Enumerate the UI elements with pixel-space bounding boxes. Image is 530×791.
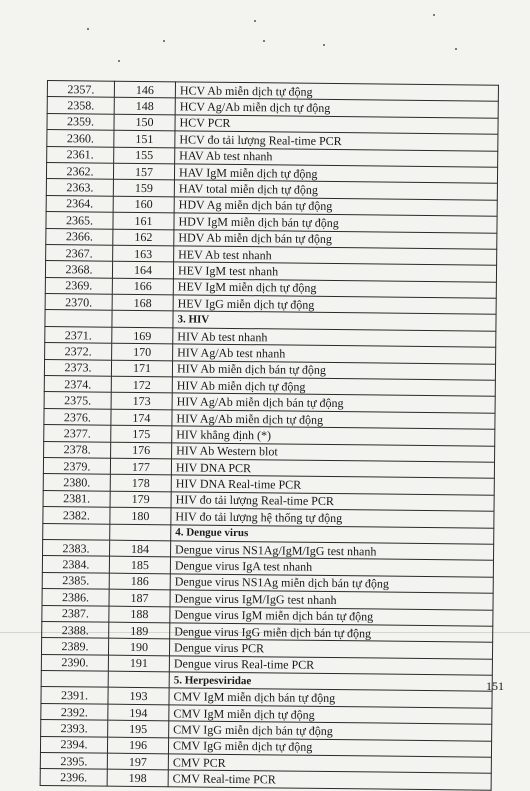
row-number-cell: 2360. bbox=[47, 130, 114, 147]
row-number-cell: 2382. bbox=[43, 507, 110, 524]
row-number-cell: 2376. bbox=[44, 408, 111, 425]
test-name-cell: HIV Ag/Ab test nhanh bbox=[173, 344, 496, 364]
scan-speck bbox=[455, 48, 457, 50]
test-code-cell: 174 bbox=[111, 409, 172, 426]
test-code-cell: 179 bbox=[110, 491, 171, 508]
test-name-cell: HIV khẳng định (*) bbox=[172, 426, 495, 446]
row-number-cell: 2392. bbox=[41, 703, 108, 720]
test-code-cell: 157 bbox=[113, 163, 174, 180]
row-number-cell: 2374. bbox=[44, 376, 111, 393]
row-number-cell: 2369. bbox=[45, 277, 112, 294]
test-code-cell: 175 bbox=[111, 425, 172, 442]
test-name-cell: CMV IgM miễn dịch bán tự động bbox=[169, 688, 492, 708]
scan-speck bbox=[254, 20, 256, 22]
test-name-cell: Dengue virus NS1Ag miễn dịch bán tự động bbox=[170, 574, 493, 594]
row-number-cell: 2384. bbox=[42, 556, 109, 573]
test-name-cell: HIV Ab test nhanh bbox=[173, 328, 496, 348]
test-code-cell: 159 bbox=[113, 180, 174, 197]
row-number-cell: 2394. bbox=[40, 736, 107, 753]
test-name-cell: HCV Ag/Ab miễn dịch tự động bbox=[175, 98, 498, 118]
test-code-cell bbox=[112, 311, 173, 328]
scan-speck bbox=[163, 40, 165, 42]
row-number-cell: 2366. bbox=[46, 228, 113, 245]
test-name-cell: HCV đo tải lượng Real-time PCR bbox=[175, 131, 498, 151]
test-name-cell: Dengue virus IgM/IgG test nhanh bbox=[170, 590, 493, 610]
test-code-cell: 177 bbox=[110, 458, 171, 475]
row-number-cell: 2395. bbox=[40, 752, 107, 769]
row-number-cell: 2365. bbox=[46, 212, 113, 229]
test-name-cell: HEV Ab test nhanh bbox=[174, 246, 497, 266]
test-name-cell: HIV DNA PCR bbox=[171, 459, 494, 479]
row-number-cell: 2390. bbox=[41, 654, 108, 671]
test-code-cell bbox=[110, 524, 171, 541]
test-code-cell: 197 bbox=[107, 753, 168, 770]
row-number-cell: 2379. bbox=[43, 457, 110, 474]
row-number-cell: 2363. bbox=[46, 179, 113, 196]
test-code-cell: 169 bbox=[112, 327, 173, 344]
test-name-cell: HAV total miễn dịch tự động bbox=[174, 180, 497, 200]
test-code-cell: 150 bbox=[114, 114, 175, 131]
row-number-cell: 2389. bbox=[41, 638, 108, 655]
row-number-cell: 2377. bbox=[44, 425, 111, 442]
test-name-cell: HEV IgM miễn dịch tự động bbox=[173, 279, 496, 299]
row-number-cell bbox=[45, 310, 112, 327]
test-name-cell: HIV Ab miễn dịch bán tự động bbox=[172, 360, 495, 380]
row-number-cell: 2357. bbox=[47, 81, 114, 98]
test-code-cell: 172 bbox=[111, 376, 172, 393]
scan-speck bbox=[433, 14, 435, 16]
test-code-cell: 187 bbox=[109, 589, 170, 606]
test-name-cell: CMV IgG miễn dịch bán tự động bbox=[169, 721, 492, 741]
test-name-cell: Dengue virus IgG miễn dịch bán tự động bbox=[170, 623, 493, 643]
test-code-cell: 173 bbox=[111, 393, 172, 410]
table-row bbox=[40, 769, 491, 790]
test-name-cell: HIV DNA Real-time PCR bbox=[171, 475, 494, 495]
test-name-cell: CMV IgM miễn dịch tự động bbox=[169, 705, 492, 725]
test-name-cell: HIV Ab miễn dịch tự động bbox=[172, 377, 495, 397]
test-code-cell: 168 bbox=[112, 294, 173, 311]
test-code-cell: 161 bbox=[113, 212, 174, 229]
row-number-cell: 2368. bbox=[45, 261, 112, 278]
section-title-cell: 5. Herpesviridae bbox=[169, 672, 492, 692]
test-code-cell: 164 bbox=[112, 261, 173, 278]
test-code-cell: 198 bbox=[107, 770, 168, 787]
test-name-cell: HAV IgM miễn dịch tự động bbox=[174, 164, 497, 184]
test-name-cell: Dengue virus NS1Ag/IgM/IgG test nhanh bbox=[171, 541, 494, 561]
test-code-cell: 146 bbox=[114, 81, 175, 98]
test-code-cell: 178 bbox=[110, 475, 171, 492]
section-title-cell: 4. Dengue virus bbox=[171, 524, 494, 544]
test-code-cell bbox=[108, 671, 169, 688]
table-body bbox=[40, 81, 498, 790]
row-number-cell: 2370. bbox=[45, 294, 112, 311]
test-name-cell: HDV Ag miễn dịch bán tự động bbox=[174, 197, 497, 217]
row-number-cell: 2385. bbox=[42, 572, 109, 589]
test-name-cell: Dengue virus IgA test nhanh bbox=[170, 557, 493, 577]
row-number-cell bbox=[41, 671, 108, 688]
row-number-cell: 2373. bbox=[44, 359, 111, 376]
test-name-cell: HEV IgG miễn dịch tự động bbox=[173, 295, 496, 315]
test-code-cell: 151 bbox=[114, 130, 175, 147]
test-code-cell: 194 bbox=[108, 704, 169, 721]
test-name-cell: HIV Ab Western blot bbox=[172, 442, 495, 462]
scan-speck bbox=[323, 44, 325, 46]
row-number-cell bbox=[43, 523, 110, 540]
test-name-cell: CMV IgG miễn dịch tự động bbox=[168, 737, 491, 757]
row-number-cell: 2375. bbox=[44, 392, 111, 409]
test-code-cell: 148 bbox=[114, 98, 175, 115]
test-code-cell: 171 bbox=[111, 360, 172, 377]
test-name-cell: HCV Ab miễn dịch tự động bbox=[175, 82, 498, 102]
test-code-cell: 180 bbox=[110, 507, 171, 524]
test-name-cell: HIV Ag/Ab miễn dịch bán tự động bbox=[172, 393, 495, 413]
row-number-cell: 2388. bbox=[42, 621, 109, 638]
row-number-cell: 2371. bbox=[45, 326, 112, 343]
row-number-cell: 2372. bbox=[45, 343, 112, 360]
test-name-cell: Dengue virus PCR bbox=[169, 639, 492, 659]
test-code-cell: 190 bbox=[108, 638, 169, 655]
test-code-cell: 170 bbox=[112, 343, 173, 360]
test-name-cell: Dengue virus Real-time PCR bbox=[169, 655, 492, 675]
test-code-cell: 176 bbox=[111, 442, 172, 459]
row-number-cell: 2362. bbox=[46, 162, 113, 179]
test-code-cell: 166 bbox=[112, 278, 173, 295]
row-number-cell: 2361. bbox=[47, 146, 114, 163]
scan-speck bbox=[263, 40, 265, 42]
row-number-cell: 2391. bbox=[41, 687, 108, 704]
test-code-cell: 191 bbox=[108, 655, 169, 672]
test-code-cell: 163 bbox=[113, 245, 174, 262]
row-number-cell: 2396. bbox=[40, 769, 107, 786]
row-number-cell: 2381. bbox=[43, 490, 110, 507]
test-code-cell: 160 bbox=[113, 196, 174, 213]
test-name-cell: HAV Ab test nhanh bbox=[175, 147, 498, 167]
test-name-cell: CMV PCR bbox=[168, 754, 491, 774]
test-code-cell: 184 bbox=[110, 540, 171, 557]
test-name-cell: HDV Ab miễn dịch bán tự động bbox=[174, 229, 497, 249]
row-number-cell: 2386. bbox=[42, 589, 109, 606]
test-code-cell: 189 bbox=[109, 622, 170, 639]
row-number-cell: 2387. bbox=[42, 605, 109, 622]
test-name-cell: HDV IgM miễn dịch bán tự động bbox=[174, 213, 497, 233]
scan-speck bbox=[118, 60, 120, 62]
test-code-cell: 186 bbox=[109, 573, 170, 590]
test-name-cell: HIV đo tải lượng hệ thống tự động bbox=[171, 508, 494, 528]
test-code-cell: 195 bbox=[108, 720, 169, 737]
row-number-cell: 2393. bbox=[41, 720, 108, 737]
section-title-cell: 3. HIV bbox=[173, 311, 496, 331]
test-list-table bbox=[40, 80, 499, 790]
test-code-cell: 188 bbox=[109, 606, 170, 623]
test-name-cell: CMV Real-time PCR bbox=[168, 770, 491, 790]
test-name-cell: HCV PCR bbox=[175, 115, 498, 135]
row-number-cell: 2367. bbox=[46, 244, 113, 261]
test-code-cell: 162 bbox=[113, 229, 174, 246]
test-code-cell: 155 bbox=[114, 147, 175, 164]
test-name-cell: Dengue virus IgM miễn dịch bán tự động bbox=[170, 606, 493, 626]
row-number-cell: 2364. bbox=[46, 195, 113, 212]
row-number-cell: 2380. bbox=[43, 474, 110, 491]
test-name-cell: HIV Ag/Ab miễn dịch tự động bbox=[172, 410, 495, 430]
test-name-cell: HEV IgM test nhanh bbox=[173, 262, 496, 282]
row-number-cell: 2359. bbox=[47, 113, 114, 130]
test-code-cell: 185 bbox=[109, 557, 170, 574]
row-number-cell: 2383. bbox=[43, 539, 110, 556]
scan-speck bbox=[87, 28, 89, 30]
row-number-cell: 2358. bbox=[47, 97, 114, 114]
test-code-cell: 193 bbox=[108, 688, 169, 705]
test-name-cell: HIV đo tải lượng Real-time PCR bbox=[171, 492, 494, 512]
page-number: 151 bbox=[486, 679, 504, 693]
test-code-cell: 196 bbox=[107, 737, 168, 754]
row-number-cell: 2378. bbox=[44, 441, 111, 458]
